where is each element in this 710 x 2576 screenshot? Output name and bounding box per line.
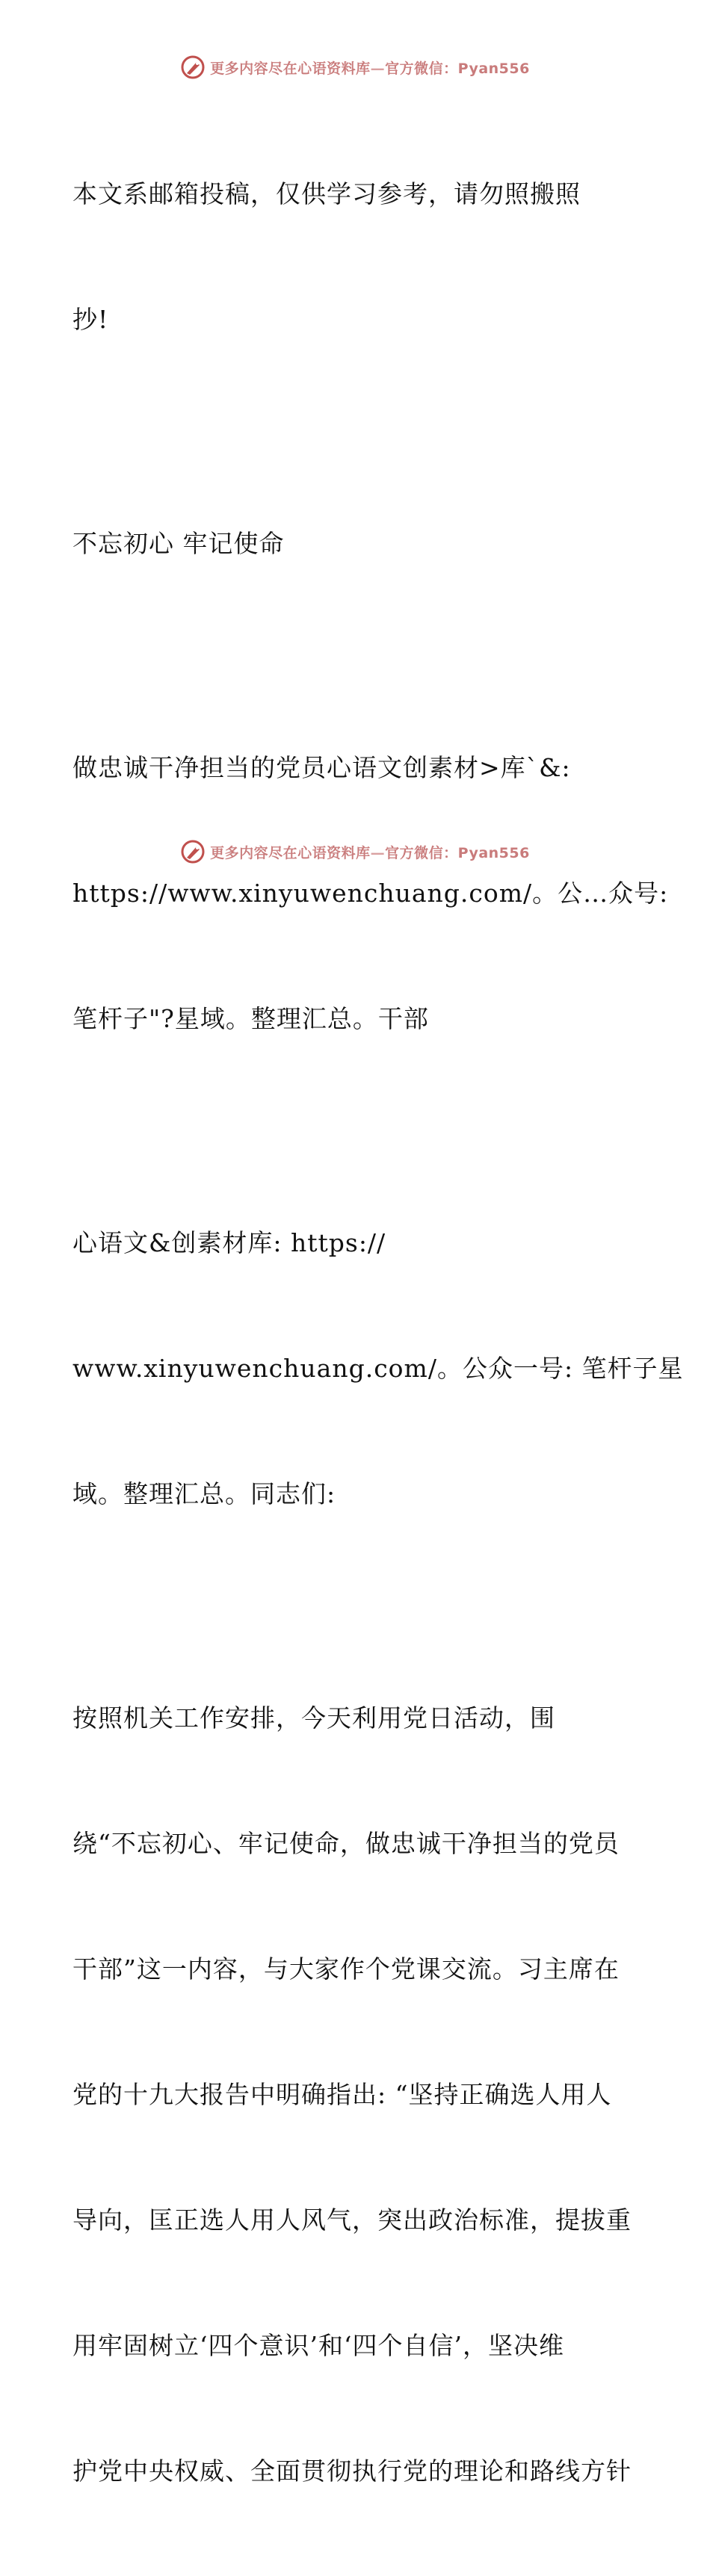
- banner-main: 更多内容尽在心语资料库: [210, 60, 371, 77]
- pen-nib-logo-icon: [180, 839, 206, 864]
- text-line: 抄!: [72, 305, 109, 334]
- footer-watermark-banner: [0, 837, 710, 867]
- document-body: [72, 90, 684, 2576]
- text-line: https://www.xinyuwenchuang.com/。公…众号:: [72, 879, 669, 908]
- header-watermark-banner: [0, 52, 710, 82]
- text-line: 笔杆子"?星域。整理汇总。干部: [72, 1004, 429, 1033]
- banner-id: Pyan556: [457, 844, 530, 861]
- text-line: 不忘初心 牢记使命: [72, 529, 285, 558]
- text-line: 党的十九大报告中明确指出: “坚持正确选人用人: [72, 2080, 612, 2109]
- text-line: 本文系邮箱投稿，仅供学习参考，请勿照搬照: [72, 179, 581, 208]
- text-line: 心语文&创素材库: https://: [72, 1228, 386, 1257]
- text-line: 用牢固树立‘四个意识’和‘四个自信’，坚决维: [72, 2331, 564, 2360]
- paragraph-subtitle: [72, 663, 669, 1124]
- paragraph-notice: [72, 90, 640, 424]
- banner-sep: —: [370, 60, 386, 77]
- paragraph-title: [72, 439, 640, 648]
- text-line: 干部”这一内容，与大家作个党课交流。习主席在: [72, 1954, 620, 1984]
- banner-sep: —: [370, 844, 386, 861]
- text-line: 做忠诚干净担当的党员心语文创素材>库`&:: [72, 753, 571, 782]
- text-line: 绕“不忘初心、牢记使命，做忠诚干净担当的党员: [72, 1829, 620, 1858]
- banner-official: 官方微信：: [385, 60, 458, 77]
- banner-official: 官方微信：: [385, 844, 458, 861]
- banner-main: 更多内容尽在心语资料库: [210, 844, 371, 861]
- paragraph-source: [72, 1139, 684, 1599]
- pen-nib-logo-icon: [180, 55, 206, 80]
- text-line: 按照机关工作安排，今天利用党日活动，围: [72, 1703, 555, 1733]
- paragraph-body: [72, 1614, 640, 2576]
- text-line: 域。整理汇总。同志们:: [72, 1479, 336, 1508]
- banner-id: Pyan556: [457, 60, 530, 77]
- banner-text: [210, 842, 530, 862]
- banner-text: [210, 58, 530, 78]
- text-line: www.xinyuwenchuang.com/。公众一号: 笔杆子星: [72, 1354, 684, 1383]
- text-line: 护党中央权威、全面贯彻执行党的理论和路线方针: [72, 2456, 632, 2486]
- text-line: 导向，匡正选人用人风气，突出政治标准，提拔重: [72, 2205, 632, 2235]
